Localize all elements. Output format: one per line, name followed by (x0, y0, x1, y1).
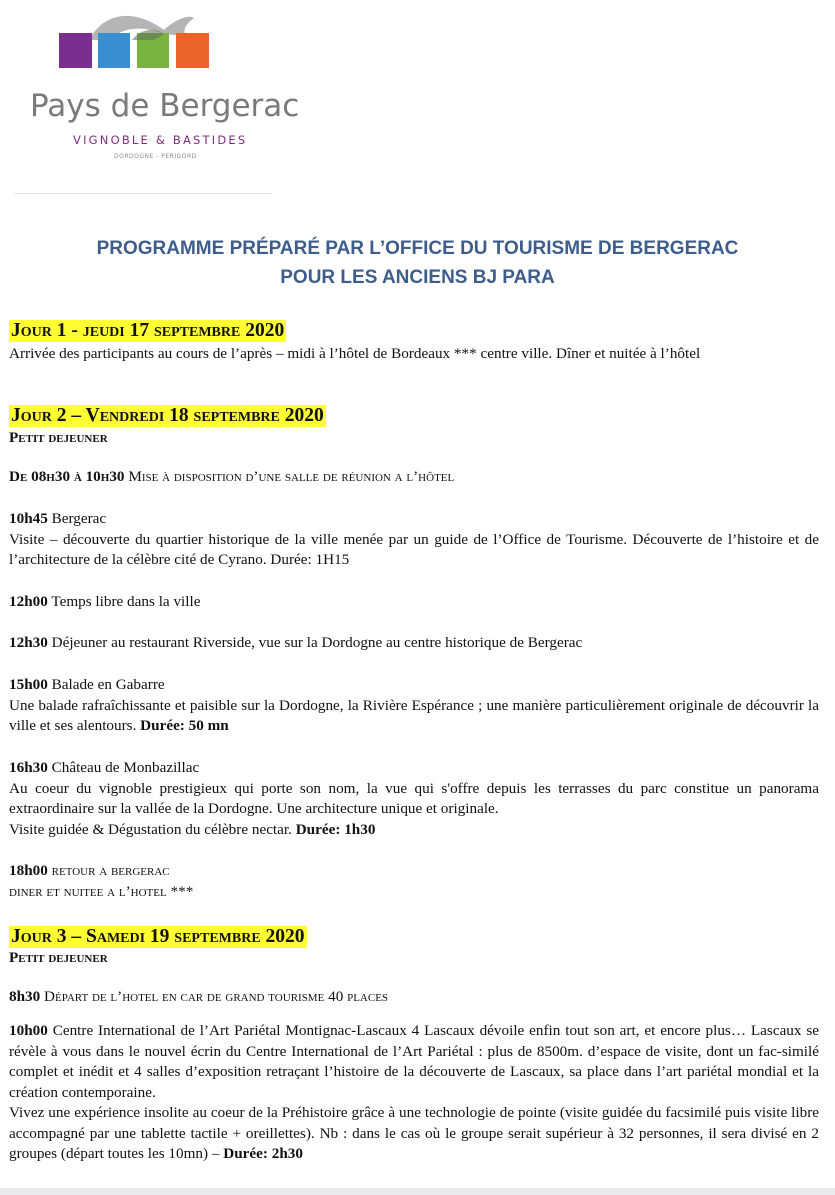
text2-1000: Vivez une expérience insolite au coeur de la Préhistoire grâce à une technologie de pointe (visite guidée du facsimilé puis visite libre accompagné par une tablette tactile + oreillettes). Nb : dans le cas où le groupe serait supérieur à 32 personnes, il sera divisé en 2 groupes (départ toutes les 10mn) – (9, 1104, 819, 1162)
time-1800: 18h00 (9, 862, 48, 879)
time-1200: 12h00 (9, 593, 48, 610)
duration-1000: Durée: 2h30 (223, 1145, 303, 1162)
logo-square-blue (98, 33, 130, 68)
day-2-breakfast: Petit dejeuner (9, 429, 108, 446)
day-2-heading: Jour 2 – Vendredi 18 septembre 2020 (11, 405, 324, 426)
day-2-meeting (9, 467, 819, 488)
day-2-1230 (9, 633, 819, 654)
text2-1630: Visite guidée & Dégustation du célèbre nectar. (9, 820, 292, 838)
day-3-heading: Jour 3 – Samedi 19 septembre 2020 (11, 926, 305, 947)
time-1630: 16h30 (9, 759, 48, 776)
text-1500: Une balade rafraîchissante et paisible sur la Dordogne, la Rivière Espérance ; une manière particulièrement originale de découvrir la ville et ses alentours. (9, 696, 819, 734)
day-2-1800 (9, 861, 819, 902)
day-2-1200 (9, 592, 819, 613)
page-bottom-edge (0, 1188, 835, 1195)
text-1630: Au coeur du vignoble prestigieux qui porte son nom, la vue qui s'offre depuis les terrasses du parc constitue un panorama extraordinaire sur la vallée de la Dordogne. Une architecture unique et originale. (9, 779, 819, 817)
title-1500: Balade en Gabarre (51, 676, 165, 693)
logo-square-purple (59, 33, 92, 68)
day-2-1630 (9, 758, 819, 840)
text-1230: Déjeuner au restaurant Riverside, vue sur la Dordogne au centre historique de Bergerac (51, 634, 583, 651)
logo-square-orange (176, 33, 209, 68)
logo-divider (14, 193, 272, 194)
time-1230: 12h30 (9, 634, 48, 651)
time-1500: 15h00 (9, 676, 48, 693)
day-2-1045 (9, 509, 819, 571)
document-title-line-1: PROGRAMME PRÉPARÉ PAR L’OFFICE DU TOURISME DE BERGERAC (96, 238, 739, 259)
duration-1630: Durée: 1h30 (295, 820, 376, 838)
time-1045: 10h45 (9, 510, 48, 527)
time-0830: 8h30 (9, 988, 41, 1005)
day-3-0830 (9, 987, 819, 1008)
logo-region: DORDOGNE - PERIGORD (114, 153, 197, 160)
meeting-time: De 08h30 à 10h30 (9, 468, 125, 485)
text-1000: Centre International de l’Art Pariétal Montignac-Lascaux 4 Lascaux dévoile enfin tout son art, et encore plus… Lascaux se révèle à vous dans le nouvel écrin du Centre International de l’Art Pariétal : plus de 8500m. d’espace de visite, dont un fac-similé complet et inédit et 4 salles d’exposition retraçant l’histoire de la découverte de Lascaux, sa place dans l’art pariétal mondial et la création contemporaine. (9, 1022, 820, 1101)
title-1630: Château de Monbazillac (51, 759, 200, 776)
text-1800: retour a bergerac (51, 862, 170, 879)
text-1200: Temps libre dans la ville (51, 593, 201, 610)
document-title-line-2: POUR LES ANCIENS BJ PARA (280, 267, 555, 288)
day-1-text: Arrivée des participants au cours de l’après – midi à l’hôtel de Bordeaux *** centre ville. Dîner et nuitée à l’hôtel (9, 345, 701, 362)
logo-emblem-icon (14, 0, 284, 90)
pays-de-bergerac-logo (14, 0, 300, 195)
day-1-heading: Jour 1 - jeudi 17 septembre 2020 (11, 320, 285, 341)
time-1000: 10h00 (9, 1022, 48, 1039)
day-3-breakfast: Petit dejeuner (9, 949, 108, 966)
logo-subtitle: VIGNOBLE & BASTIDES (73, 133, 248, 147)
day-2-1500 (9, 675, 819, 737)
day-3-1000 (9, 1021, 819, 1165)
text-0830: Départ de l’hotel en car de grand tourisme 40 places (44, 988, 389, 1005)
duration-1500: Durée: 50 mn (140, 717, 229, 734)
text-1045: Visite – découverte du quartier historique de la ville menée par un guide de l’Office de Tourisme. Découverte de l’histoire et de l’architecture de la célèbre cité de Cyrano. Durée: 1H15 (9, 530, 819, 568)
dinner-text: diner et nuitee a l’hotel *** (9, 882, 194, 900)
title-1045: Bergerac (51, 510, 107, 527)
logo-title: Pays de Bergerac (30, 88, 300, 124)
meeting-text: Mise à disposition d’une salle de réunion a l’hôtel (128, 468, 455, 485)
